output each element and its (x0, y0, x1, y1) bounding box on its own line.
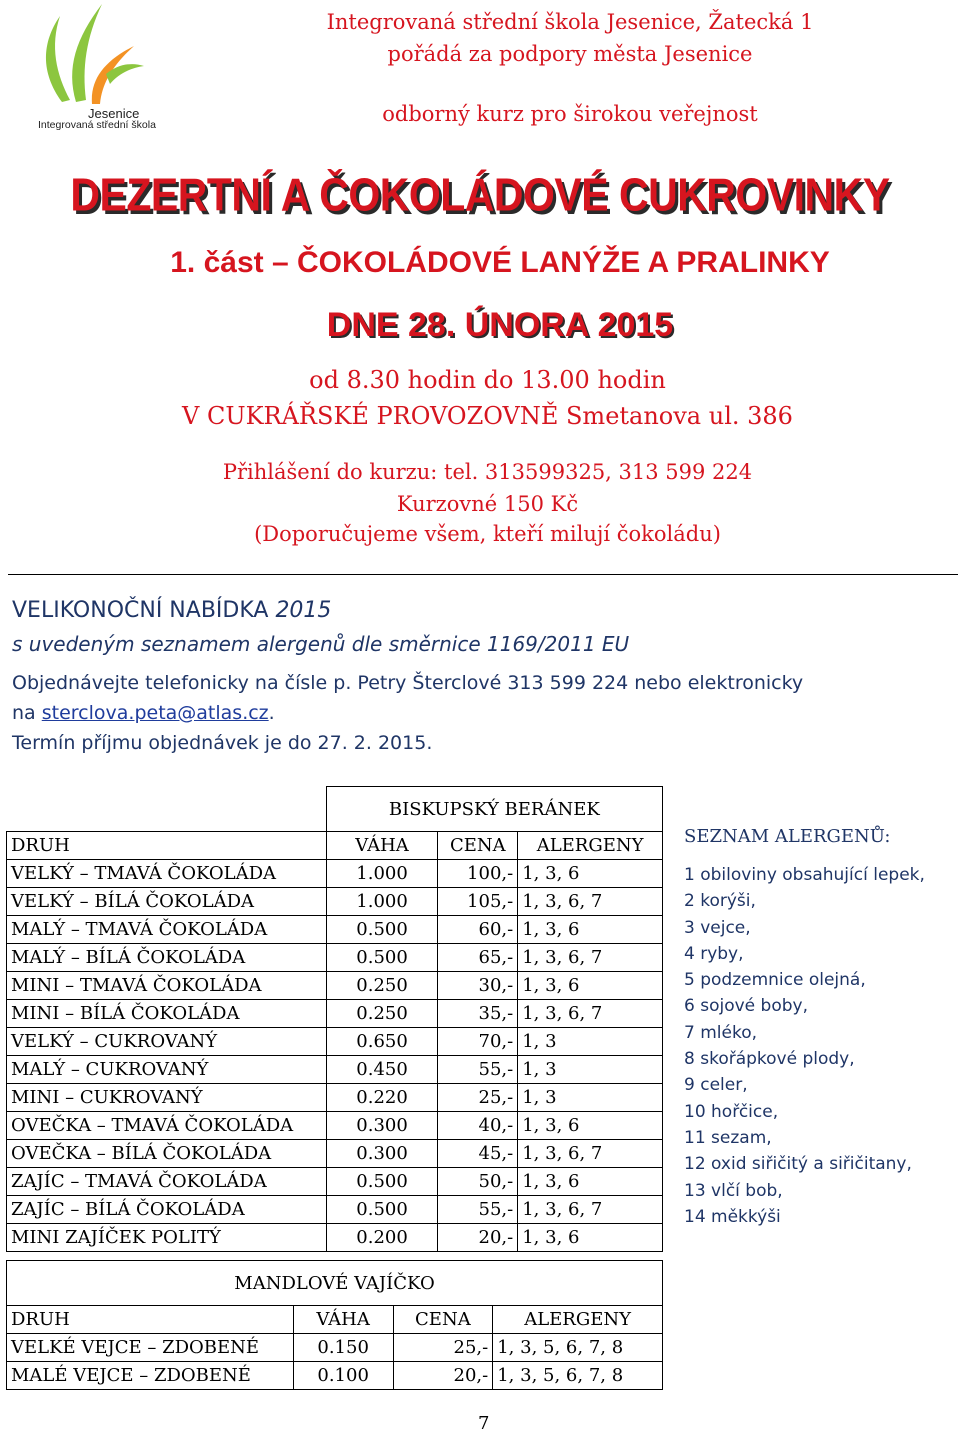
allergen-item: 7 mléko, (684, 1022, 758, 1043)
organizer-line: pořádá za podpory města Jesenice (387, 42, 753, 66)
cell-type: VELKÉ VEJCE – ZDOBENÉ (7, 1334, 294, 1362)
offer-title-text: VELIKONOČNÍ NABÍDKA (12, 598, 269, 623)
cell-price: 50,- (438, 1168, 518, 1196)
header-price: CENA (393, 1306, 493, 1334)
order-suffix: . (268, 702, 275, 724)
registration-info: Přihlášení do kurzu: tel. 313599325, 313 599 224 (222, 460, 753, 484)
table-row (7, 888, 663, 916)
egg-price-table (6, 1260, 663, 1390)
cell-price: 25,- (393, 1334, 493, 1362)
cell-price: 100,- (438, 860, 518, 888)
header-weight: VÁHA (293, 1306, 393, 1334)
cell-allergens: 1, 3 (518, 1084, 663, 1112)
offer-title (12, 598, 331, 623)
allergen-list-title: SEZNAM ALERGENŮ: (684, 826, 891, 847)
cell-price: 20,- (438, 1224, 518, 1252)
table-row (7, 1112, 663, 1140)
logo-name: Jesenice (88, 106, 140, 121)
cell-weight: 0.300 (326, 1140, 438, 1168)
course-fee: Kurzovné 150 Kč (396, 492, 579, 516)
order-prefix: na (12, 702, 36, 724)
cell-weight: 0.500 (326, 1196, 438, 1224)
cell-price: 20,- (393, 1362, 493, 1390)
cell-type: OVEČKA – BÍLÁ ČOKOLÁDA (7, 1140, 327, 1168)
cell-type: VELKÝ – CUKROVANÝ (7, 1028, 327, 1056)
cell-allergens: 1, 3, 6, 7 (518, 944, 663, 972)
allergen-item: 10 hořčice, (684, 1101, 779, 1122)
cell-type: MALÝ – TMAVÁ ČOKOLÁDA (7, 916, 327, 944)
allergen-item: 5 podzemnice olejná, (684, 970, 866, 991)
cell-weight: 0.250 (326, 1000, 438, 1028)
cell-allergens: 1, 3, 5, 6, 7, 8 (493, 1362, 663, 1390)
header-price: CENA (438, 832, 518, 860)
cell-price: 105,- (438, 888, 518, 916)
cell-weight: 0.250 (326, 972, 438, 1000)
school-name: Integrovaná střední škola Jesenice, Žatecká 1 (326, 10, 814, 34)
header-type: DRUH (7, 832, 327, 860)
page-number: 7 (478, 1413, 490, 1434)
cell-allergens: 1, 3, 6 (518, 1168, 663, 1196)
cell-weight: 0.100 (293, 1362, 393, 1390)
event-time: od 8.30 hodin do 13.00 hodin (309, 366, 666, 394)
order-email-line (12, 702, 275, 724)
cell-weight: 0.500 (326, 1168, 438, 1196)
cell-allergens: 1, 3, 6 (518, 860, 663, 888)
cell-type: MALÝ – CUKROVANÝ (7, 1056, 327, 1084)
cell-weight: 1.000 (326, 860, 438, 888)
cell-allergens: 1, 3, 6 (518, 972, 663, 1000)
offer-year: 2015 (275, 598, 332, 623)
table-row (7, 972, 663, 1000)
table-caption: BISKUPSKÝ BERÁNEK (326, 787, 662, 832)
allergen-item: 3 vejce, (684, 917, 751, 938)
course-type: odborný kurz pro širokou veřejnost (382, 102, 758, 126)
cell-price: 55,- (438, 1196, 518, 1224)
cell-allergens: 1, 3, 6 (518, 1224, 663, 1252)
email-link[interactable]: sterclova.peta@atlas.cz (41, 702, 269, 724)
cell-type: OVEČKA – TMAVÁ ČOKOLÁDA (7, 1112, 327, 1140)
cell-allergens: 1, 3, 6, 7 (518, 1140, 663, 1168)
cell-allergens: 1, 3, 6, 7 (518, 1000, 663, 1028)
cell-weight: 0.450 (326, 1056, 438, 1084)
table-row (7, 1084, 663, 1112)
cell-allergens: 1, 3, 6 (518, 916, 663, 944)
table-row (7, 1224, 663, 1252)
allergen-item: 14 měkkýši (684, 1206, 781, 1227)
cell-allergens: 1, 3, 5, 6, 7, 8 (493, 1334, 663, 1362)
order-deadline: Termín příjmu objednávek je do 27. 2. 2015. (12, 732, 433, 754)
offer-subtitle: s uvedeným seznamem alergenů dle směrnice 1169/2011 EU (12, 632, 630, 656)
header-weight: VÁHA (326, 832, 438, 860)
table-row (7, 1334, 663, 1362)
cell-price: 25,- (438, 1084, 518, 1112)
allergen-list (684, 862, 925, 1230)
event-place: V CUKRÁŘSKÉ PROVOZOVNĚ Smetanova ul. 386 (182, 402, 793, 430)
event-date: DNE 28. ÚNORA 2015 (326, 306, 674, 344)
cell-weight: 0.150 (293, 1334, 393, 1362)
allergen-item: 11 sezam, (684, 1127, 772, 1148)
cell-allergens: 1, 3, 6 (518, 1112, 663, 1140)
table-row (7, 1168, 663, 1196)
cell-type: MALÉ VEJCE – ZDOBENÉ (7, 1362, 294, 1390)
cell-type: ZAJÍC – BÍLÁ ČOKOLÁDA (7, 1196, 327, 1224)
recommendation: (Doporučujeme všem, kteří milují čokoládu) (254, 522, 721, 546)
cell-type: ZAJÍC – TMAVÁ ČOKOLÁDA (7, 1168, 327, 1196)
allergen-item: 13 vlčí bob, (684, 1180, 783, 1201)
cell-allergens: 1, 3, 6, 7 (518, 888, 663, 916)
school-logo (36, 2, 156, 132)
table-row (7, 1028, 663, 1056)
table-caption: MANDLOVÉ VAJÍČKO (7, 1261, 663, 1306)
cell-price: 45,- (438, 1140, 518, 1168)
lamb-price-table (6, 786, 663, 1252)
cell-weight: 0.200 (326, 1224, 438, 1252)
divider (8, 574, 958, 575)
cell-price: 30,- (438, 972, 518, 1000)
cell-price: 65,- (438, 944, 518, 972)
cell-type: MINI – TMAVÁ ČOKOLÁDA (7, 972, 327, 1000)
cell-weight: 0.500 (326, 944, 438, 972)
cell-allergens: 1, 3 (518, 1056, 663, 1084)
table-row (7, 1140, 663, 1168)
table-row (7, 860, 663, 888)
allergen-item: 6 sojové boby, (684, 996, 808, 1017)
allergen-item: 4 ryby, (684, 943, 744, 964)
table-row (7, 1056, 663, 1084)
cell-weight: 0.300 (326, 1112, 438, 1140)
logo-subtitle: Integrovaná střední škola (38, 119, 156, 131)
cell-type: VELKÝ – TMAVÁ ČOKOLÁDA (7, 860, 327, 888)
cell-weight: 0.220 (326, 1084, 438, 1112)
cell-weight: 0.500 (326, 916, 438, 944)
header-allergens: ALERGENY (518, 832, 663, 860)
cell-price: 40,- (438, 1112, 518, 1140)
cell-type: VELKÝ – BÍLÁ ČOKOLÁDA (7, 888, 327, 916)
table-row (7, 944, 663, 972)
event-title: DEZERTNÍ A ČOKOLÁDOVÉ CUKROVINKY (70, 169, 890, 221)
event-subtitle: 1. část – ČOKOLÁDOVÉ LANÝŽE A PRALINKY (170, 246, 830, 279)
cell-price: 60,- (438, 916, 518, 944)
header-allergens: ALERGENY (493, 1306, 663, 1334)
cell-weight: 0.650 (326, 1028, 438, 1056)
table-row (7, 1000, 663, 1028)
table-row (7, 916, 663, 944)
order-instructions: Objednávejte telefonicky na čísle p. Petry Šterclové 313 599 224 nebo elektronicky (12, 672, 804, 694)
table-row (7, 1362, 663, 1390)
allergen-item: 2 korýši, (684, 891, 756, 912)
cell-price: 70,- (438, 1028, 518, 1056)
cell-allergens: 1, 3, 6, 7 (518, 1196, 663, 1224)
allergen-item: 12 oxid siřičitý a siřičitany, (684, 1154, 912, 1175)
cell-type: MINI ZAJÍČEK POLITÝ (7, 1224, 327, 1252)
cell-weight: 1.000 (326, 888, 438, 916)
table-row (7, 1196, 663, 1224)
allergen-item: 9 celer, (684, 1075, 748, 1096)
header-type: DRUH (7, 1306, 294, 1334)
cell-type: MALÝ – BÍLÁ ČOKOLÁDA (7, 944, 327, 972)
cell-price: 55,- (438, 1056, 518, 1084)
allergen-item: 8 skořápkové plody, (684, 1049, 855, 1070)
cell-type: MINI – CUKROVANÝ (7, 1084, 327, 1112)
cell-price: 35,- (438, 1000, 518, 1028)
cell-type: MINI – BÍLÁ ČOKOLÁDA (7, 1000, 327, 1028)
allergen-item: 1 obiloviny obsahující lepek, (684, 865, 925, 885)
school-logo-icon (36, 2, 148, 106)
cell-allergens: 1, 3 (518, 1028, 663, 1056)
